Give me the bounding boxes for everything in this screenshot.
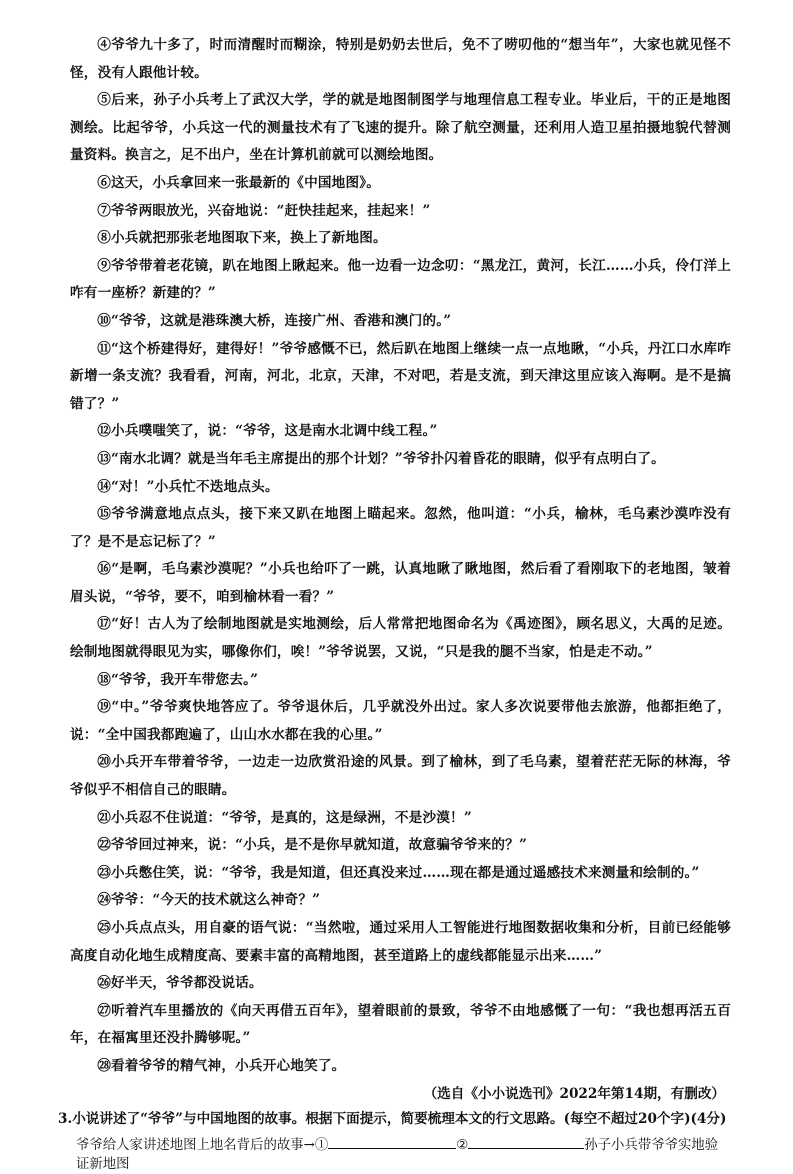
paragraph: ⑤后来，孙子小兵考上了武汉大学，学的就是地图制图学与地理信息工程专业。毕业后，干的正是地图测绘。比起爷爷，小兵这一代的测量技术有了飞速的提升。除了航空测量，还利用人造卫星拍摄地貌代替测量资料。换言之，足不出户，坐在计算机前就可以测绘地图。	[70, 92, 731, 164]
paragraph: ⑧小兵就把那张老地图取下来，换上了新地图。	[97, 230, 387, 247]
answer-guide	[76, 1134, 731, 1174]
paragraph: ㉒爷爷回过神来，说：“小兵，是不是你早就知道，故意骗爷爷来的？”	[97, 837, 528, 854]
paragraph: ⑰“好！古人为了绘制地图就是实地测绘，后人常常把地图命名为《禹迹图》，顾名思义，大禹的足迹。绘制地图就得眼见为实，哪像你们，唉！”爷爷说罢，又说，“只是我的腿不当家，怕是走不动。”	[70, 616, 731, 661]
paragraph: ⑬“南水北调？就是当年毛主席提出的那个计划？”爷爷扑闪着昏花的眼睛，似乎有点明白了。	[97, 450, 665, 467]
question-text: 3.小说讲述了“爷爷”与中国地图的故事。根据下面提示，简要梳理本文的行文思路。(每空不超过20个字)(4分)	[58, 1111, 727, 1128]
source-citation: （选自《小小说选刊》2022年第14期，有删改）	[423, 1085, 725, 1102]
paragraph: ㉕小兵点点头，用自豪的语气说：“当然啦，通过采用人工智能进行地图数据收集和分析，目前已经能够高度自动化地生成精度高、要素丰富的高精地图，甚至道路上的虚线都能显示出来……”	[70, 920, 731, 964]
paragraph: ⑩“爷爷，这就是港珠澳大桥，连接广州、香港和澳门的。”	[97, 312, 452, 329]
question-block	[58, 1108, 731, 1174]
paragraph: ⑳小兵开车带着爷爷，一边走一边欣赏沿途的风景。到了榆林，到了毛乌素，望着茫茫无际的林海，爷爷似乎不相信自己的眼睛。	[70, 754, 731, 799]
guide-end-text: 孙子小兵带爷爷实地验证新地图	[76, 1138, 719, 1173]
answer-blank-2[interactable]	[468, 1134, 584, 1149]
guide-start-text: 爷爷给人家讲述地图上地名背后的故事→①	[76, 1138, 329, 1154]
paragraph: ㉖好半天，爷爷都没说话。	[97, 975, 263, 992]
paragraph: ㉗听着汽车里播放的《向天再借五百年》，望着眼前的景致，爷爷不由地感慨了一句：“我也想再活五百年，在福寓里还没扑腾够呢。”	[70, 1002, 731, 1047]
paragraph: ⑥这天，小兵拿回来一张最新的《中国地图》。	[97, 174, 381, 191]
paragraph: ⑲“中。”爷爷爽快地答应了。爷爷退休后，几乎就没外出过。家人多次说要带他去旅游，他都拒绝了，说：“全中国我都跑遍了，山山水水都在我的心里。”	[70, 699, 731, 743]
paragraph: ⑱“爷爷，我开车带您去。”	[97, 671, 259, 688]
guide-mid-text: ②	[456, 1138, 469, 1154]
story-body	[70, 32, 731, 1081]
paragraph: ⑭“对！”小兵忙不迭地点头。	[97, 478, 279, 495]
paragraph: ㉘看着爷爷的精气神，小兵开心地笑了。	[97, 1057, 346, 1074]
paragraph: ⑪“这个桥建得好，建得好！”爷爷感慨不已，然后趴在地图上继续一点一点地瞅，“小兵，丹江口水库咋新增一条支流？我看看，河南，河北，北京，天津，不对吧，若是支流，到天津这里应该入海啊。是不是搞错了？”	[70, 340, 731, 412]
paragraph: ㉑小兵忍不住说道：“爷爷，是真的，这是绿洲，不是沙漠！”	[97, 809, 472, 826]
paragraph: ⑫小兵噗嗤笑了，说：“爷爷，这是南水北调中线工程。”	[97, 423, 438, 440]
answer-blank-1[interactable]	[328, 1134, 456, 1149]
paragraph: ⑨爷爷带着老花镜，趴在地图上瞅起来。他一边看一边念叨：“黑龙江，黄河，长江……小兵，伶仃洋上咋有一座桥？新建的？”	[70, 257, 732, 302]
paragraph: ⑮爷爷满意地点点头，接下来又趴在地图上瞄起来。忽然，他叫道：“小兵，榆林，毛乌素沙漠咋没有了？是不是忘记标了？”	[70, 506, 731, 550]
paragraph: ④爷爷九十多了，时而清醒时而糊涂，特别是奶奶去世后，免不了唠叨他的“想当年”，大家也就见怪不怪，没有人跟他计较。	[70, 37, 731, 81]
paragraph: ⑦爷爷两眼放光，兴奋地说：“赶快挂起来，挂起来！”	[97, 202, 431, 219]
paragraph: ㉔爷爷：“今天的技术就这么神奇？”	[97, 892, 321, 909]
paragraph: ㉓小兵憋住笑，说：“爷爷，我是知道，但还真没来过……现在都是通过遥感技术来测量和绘制的。”	[97, 864, 700, 881]
paragraph: ⑯“是啊，毛乌素沙漠呢？”小兵也给吓了一跳，认真地瞅了瞅地图，然后看了看刚取下的老地图，皱着眉头说，“爷爷，要不，咱到榆林看一看？”	[70, 561, 731, 605]
